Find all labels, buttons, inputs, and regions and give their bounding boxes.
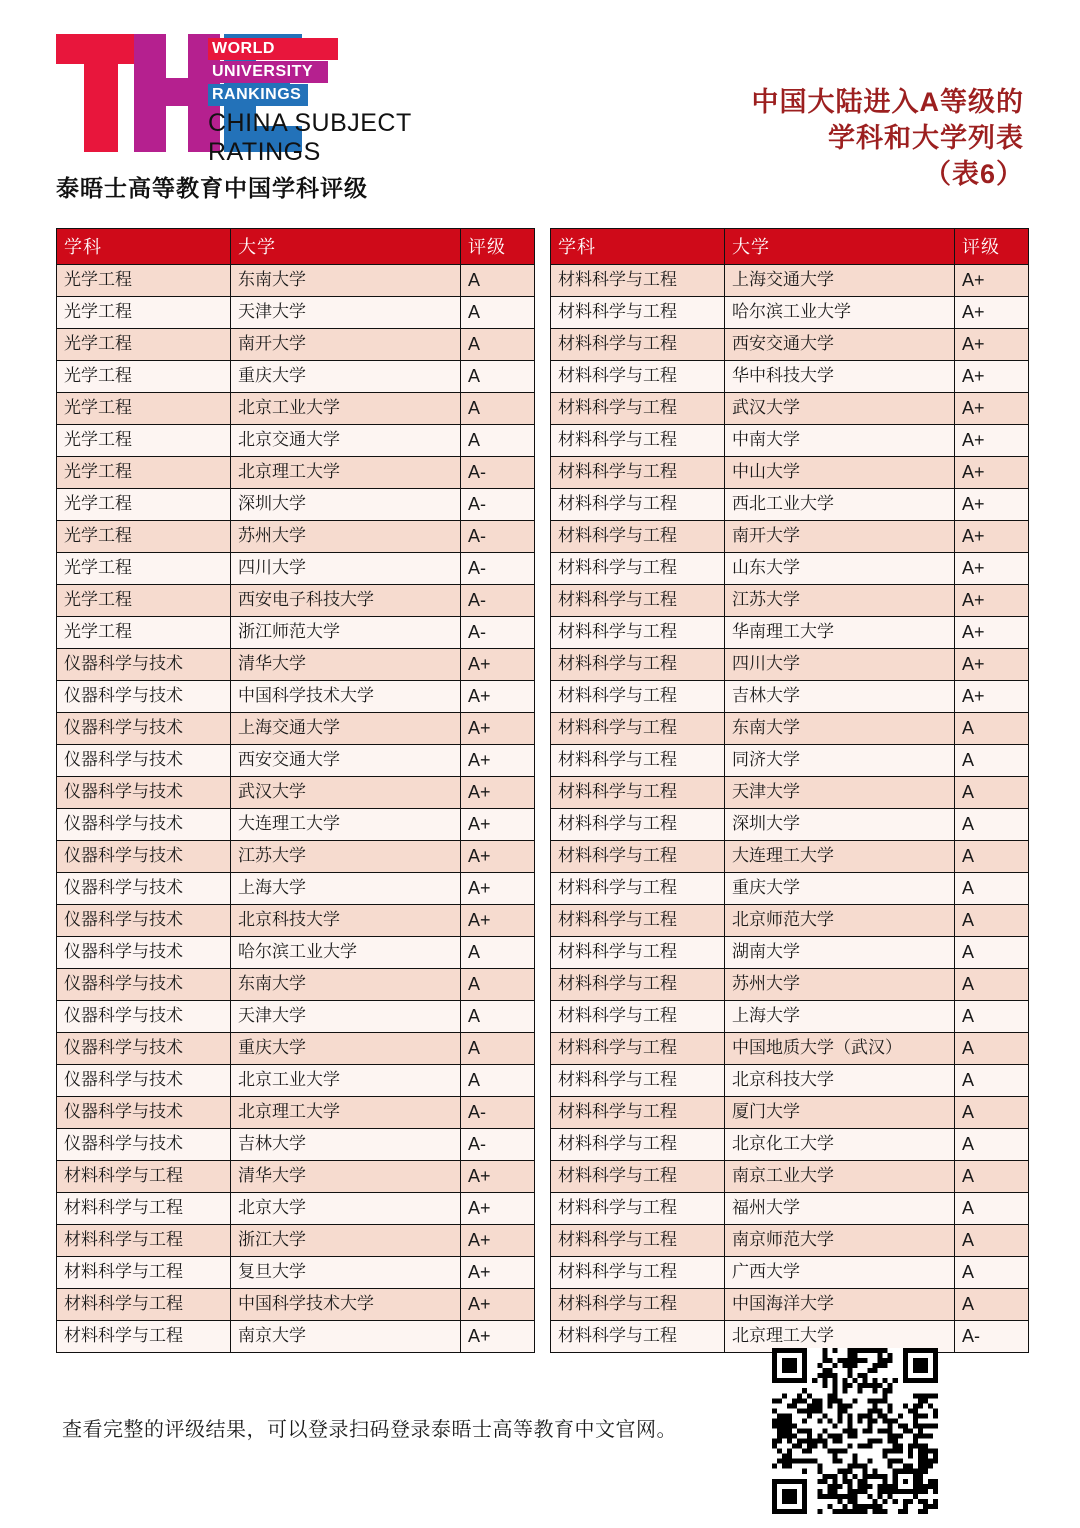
logo-rankings-label: RANKINGS <box>208 84 308 106</box>
page-title <box>752 84 1025 192</box>
cell-rating: A+ <box>955 457 1029 489</box>
cell-rating: A+ <box>461 745 535 777</box>
logo-world-label: WORLD <box>208 38 338 60</box>
column-header-subject: 学科 <box>57 229 231 265</box>
cell-rating: A+ <box>955 521 1029 553</box>
cell-subject: 材料科学与工程 <box>551 745 725 777</box>
column-header-subject: 学科 <box>551 229 725 265</box>
cell-rating: A+ <box>461 777 535 809</box>
cell-subject: 仪器科学与技术 <box>57 649 231 681</box>
page-title-line2: 学科和大学列表 <box>828 123 1024 153</box>
table-row <box>551 713 1029 745</box>
cell-university: 北京科技大学 <box>231 905 461 937</box>
cell-subject: 仪器科学与技术 <box>57 809 231 841</box>
cell-subject: 材料科学与工程 <box>551 457 725 489</box>
cell-rating: A <box>955 1065 1029 1097</box>
cell-rating: A <box>955 1033 1029 1065</box>
cell-university: 西北工业大学 <box>725 489 955 521</box>
cell-subject: 材料科学与工程 <box>551 425 725 457</box>
cell-rating: A <box>461 361 535 393</box>
cell-subject: 材料科学与工程 <box>551 841 725 873</box>
table-row <box>551 553 1029 585</box>
table-row <box>57 809 535 841</box>
cell-university: 浙江大学 <box>231 1225 461 1257</box>
page-header <box>0 0 1080 212</box>
cell-rating: A+ <box>955 489 1029 521</box>
cell-subject: 光学工程 <box>57 521 231 553</box>
logo-china-subject-label: CHINA SUBJECT <box>208 109 412 137</box>
cell-rating: A <box>955 745 1029 777</box>
table-row <box>57 1129 535 1161</box>
cell-subject: 材料科学与工程 <box>551 1001 725 1033</box>
cell-rating: A+ <box>955 585 1029 617</box>
cell-rating: A- <box>461 617 535 649</box>
table-row <box>57 297 535 329</box>
table-row <box>57 1065 535 1097</box>
cell-subject: 仪器科学与技术 <box>57 1065 231 1097</box>
cell-subject: 材料科学与工程 <box>551 393 725 425</box>
cell-rating: A <box>461 1065 535 1097</box>
cell-subject: 材料科学与工程 <box>551 617 725 649</box>
table-row <box>551 489 1029 521</box>
cell-rating: A <box>955 713 1029 745</box>
cell-rating: A+ <box>461 841 535 873</box>
table-header-row <box>57 229 535 265</box>
cell-subject: 材料科学与工程 <box>551 329 725 361</box>
cell-university: 北京理工大学 <box>725 1321 955 1353</box>
the-logo-mark <box>56 28 412 168</box>
table-row <box>57 457 535 489</box>
table-row <box>57 1225 535 1257</box>
cell-subject: 材料科学与工程 <box>551 809 725 841</box>
cell-university: 苏州大学 <box>725 969 955 1001</box>
cell-university: 上海大学 <box>725 1001 955 1033</box>
table-row <box>551 1289 1029 1321</box>
cell-university: 中国海洋大学 <box>725 1289 955 1321</box>
cell-rating: A <box>955 841 1029 873</box>
logo-ratings-label: RATINGS <box>208 138 321 166</box>
table-row <box>551 937 1029 969</box>
cell-rating: A+ <box>955 649 1029 681</box>
cell-university: 四川大学 <box>231 553 461 585</box>
cell-subject: 光学工程 <box>57 425 231 457</box>
cell-subject: 仪器科学与技术 <box>57 1129 231 1161</box>
table-row <box>57 681 535 713</box>
cell-subject: 材料科学与工程 <box>551 1289 725 1321</box>
cell-rating: A <box>461 969 535 1001</box>
column-header-university: 大学 <box>725 229 955 265</box>
cell-university: 上海交通大学 <box>725 265 955 297</box>
cell-university: 西安交通大学 <box>725 329 955 361</box>
cell-subject: 材料科学与工程 <box>551 873 725 905</box>
cell-subject: 仪器科学与技术 <box>57 905 231 937</box>
cell-subject: 材料科学与工程 <box>551 1065 725 1097</box>
cell-university: 北京化工大学 <box>725 1129 955 1161</box>
cell-university: 中国地质大学（武汉） <box>725 1033 955 1065</box>
cell-subject: 仪器科学与技术 <box>57 937 231 969</box>
table-row <box>57 1193 535 1225</box>
cell-subject: 仪器科学与技术 <box>57 969 231 1001</box>
cell-subject: 仪器科学与技术 <box>57 1033 231 1065</box>
table-row <box>57 937 535 969</box>
cell-subject: 光学工程 <box>57 489 231 521</box>
cell-university: 上海大学 <box>231 873 461 905</box>
table-row <box>57 1097 535 1129</box>
table-row <box>57 425 535 457</box>
cell-university: 浙江师范大学 <box>231 617 461 649</box>
cell-subject: 仪器科学与技术 <box>57 1097 231 1129</box>
table-row <box>551 745 1029 777</box>
cell-subject: 光学工程 <box>57 361 231 393</box>
cell-university: 清华大学 <box>231 649 461 681</box>
table-row <box>57 1257 535 1289</box>
table-row <box>57 841 535 873</box>
cell-rating: A+ <box>461 1225 535 1257</box>
cell-university: 中国科学技术大学 <box>231 681 461 713</box>
cell-rating: A <box>461 297 535 329</box>
cell-subject: 光学工程 <box>57 297 231 329</box>
table-row <box>551 1161 1029 1193</box>
table-row <box>57 617 535 649</box>
table-row <box>551 809 1029 841</box>
cell-university: 天津大学 <box>231 1001 461 1033</box>
table-row <box>551 649 1029 681</box>
cell-subject: 材料科学与工程 <box>551 553 725 585</box>
cell-subject: 材料科学与工程 <box>551 777 725 809</box>
table-row <box>57 713 535 745</box>
table-row <box>551 1257 1029 1289</box>
cell-university: 北京理工大学 <box>231 457 461 489</box>
cell-subject: 光学工程 <box>57 457 231 489</box>
cell-university: 天津大学 <box>725 777 955 809</box>
cell-rating: A <box>955 1001 1029 1033</box>
cell-subject: 材料科学与工程 <box>551 1033 725 1065</box>
cell-rating: A+ <box>461 1321 535 1353</box>
table-row <box>551 1033 1029 1065</box>
table-row <box>551 329 1029 361</box>
cell-university: 吉林大学 <box>231 1129 461 1161</box>
cell-subject: 材料科学与工程 <box>551 905 725 937</box>
cell-rating: A <box>955 905 1029 937</box>
cell-university: 南京大学 <box>231 1321 461 1353</box>
cell-university: 重庆大学 <box>231 361 461 393</box>
cell-rating: A+ <box>955 297 1029 329</box>
cell-rating: A+ <box>955 265 1029 297</box>
cell-rating: A <box>461 425 535 457</box>
table-row <box>551 1225 1029 1257</box>
table-row <box>57 873 535 905</box>
table-row <box>551 361 1029 393</box>
footer-note: 查看完整的评级结果，可以登录扫码登录泰晤士高等教育中文官网。 <box>62 1419 677 1441</box>
cell-university: 苏州大学 <box>231 521 461 553</box>
cell-rating: A+ <box>955 617 1029 649</box>
cell-university: 中山大学 <box>725 457 955 489</box>
cell-rating: A+ <box>461 809 535 841</box>
table-header-row <box>551 229 1029 265</box>
cell-subject: 材料科学与工程 <box>551 1129 725 1161</box>
table-row <box>551 585 1029 617</box>
column-header-rating: 评级 <box>955 229 1029 265</box>
cell-subject: 材料科学与工程 <box>57 1161 231 1193</box>
qr-code[interactable] <box>772 1348 938 1514</box>
table-row <box>551 425 1029 457</box>
cell-rating: A <box>955 1161 1029 1193</box>
cell-rating: A+ <box>955 361 1029 393</box>
ratings-table-left <box>56 228 534 1353</box>
cell-rating: A <box>461 265 535 297</box>
table-row <box>551 777 1029 809</box>
table-row <box>551 457 1029 489</box>
cell-rating: A- <box>955 1321 1029 1353</box>
table-row <box>551 1065 1029 1097</box>
cell-university: 武汉大学 <box>231 777 461 809</box>
table-row <box>57 1321 535 1353</box>
table-row <box>57 649 535 681</box>
table-row <box>57 1161 535 1193</box>
cell-university: 华南理工大学 <box>725 617 955 649</box>
cell-rating: A <box>955 1129 1029 1161</box>
cell-university: 北京理工大学 <box>231 1097 461 1129</box>
cell-university: 四川大学 <box>725 649 955 681</box>
cell-university: 重庆大学 <box>231 1033 461 1065</box>
cell-rating: A <box>955 1193 1029 1225</box>
cell-rating: A <box>461 937 535 969</box>
cell-university: 南开大学 <box>725 521 955 553</box>
table-row <box>57 329 535 361</box>
cell-rating: A+ <box>461 873 535 905</box>
cell-rating: A <box>955 1225 1029 1257</box>
cell-subject: 光学工程 <box>57 265 231 297</box>
page-title-line1: 中国大陆进入A等级的 <box>751 87 1024 117</box>
cell-subject: 材料科学与工程 <box>551 361 725 393</box>
cell-university: 东南大学 <box>231 969 461 1001</box>
table-row <box>57 553 535 585</box>
cell-rating: A+ <box>955 393 1029 425</box>
table-row <box>57 969 535 1001</box>
cell-university: 吉林大学 <box>725 681 955 713</box>
cell-subject: 仪器科学与技术 <box>57 745 231 777</box>
logo-university-label: UNIVERSITY <box>208 61 328 83</box>
cell-subject: 光学工程 <box>57 329 231 361</box>
table-row <box>551 521 1029 553</box>
cell-subject: 材料科学与工程 <box>551 1193 725 1225</box>
cell-university: 南京师范大学 <box>725 1225 955 1257</box>
the-logo <box>56 28 456 201</box>
cell-university: 武汉大学 <box>725 393 955 425</box>
logo-letter-t-icon <box>56 34 144 152</box>
table-row <box>551 265 1029 297</box>
cell-university: 江苏大学 <box>231 841 461 873</box>
cell-rating: A+ <box>461 1193 535 1225</box>
cell-rating: A <box>955 1097 1029 1129</box>
cell-subject: 材料科学与工程 <box>551 713 725 745</box>
cell-subject: 材料科学与工程 <box>551 1097 725 1129</box>
cell-subject: 光学工程 <box>57 617 231 649</box>
cell-university: 北京大学 <box>231 1193 461 1225</box>
cell-subject: 材料科学与工程 <box>551 585 725 617</box>
cell-subject: 光学工程 <box>57 585 231 617</box>
cell-rating: A+ <box>461 905 535 937</box>
cell-rating: A- <box>461 457 535 489</box>
cell-rating: A+ <box>955 329 1029 361</box>
cell-rating: A- <box>461 1129 535 1161</box>
cell-university: 北京工业大学 <box>231 1065 461 1097</box>
cell-subject: 仪器科学与技术 <box>57 713 231 745</box>
cell-university: 西安电子科技大学 <box>231 585 461 617</box>
cell-rating: A <box>955 969 1029 1001</box>
cell-rating: A <box>955 777 1029 809</box>
cell-university: 天津大学 <box>231 297 461 329</box>
cell-rating: A+ <box>461 649 535 681</box>
cell-rating: A <box>461 1033 535 1065</box>
table-row <box>551 393 1029 425</box>
table-row <box>57 521 535 553</box>
cell-rating: A+ <box>955 425 1029 457</box>
cell-subject: 材料科学与工程 <box>551 969 725 1001</box>
cell-rating: A+ <box>461 681 535 713</box>
cell-rating: A+ <box>461 1289 535 1321</box>
table-row <box>57 1001 535 1033</box>
cell-subject: 材料科学与工程 <box>57 1193 231 1225</box>
table-row <box>57 585 535 617</box>
table-row <box>57 1289 535 1321</box>
table-row <box>551 841 1029 873</box>
cell-rating: A <box>955 809 1029 841</box>
cell-university: 华中科技大学 <box>725 361 955 393</box>
cell-university: 深圳大学 <box>725 809 955 841</box>
qr-code-image <box>772 1348 938 1514</box>
table-row <box>551 617 1029 649</box>
cell-subject: 材料科学与工程 <box>551 265 725 297</box>
cell-rating: A+ <box>461 1257 535 1289</box>
cell-university: 清华大学 <box>231 1161 461 1193</box>
cell-subject: 材料科学与工程 <box>57 1225 231 1257</box>
cell-university: 西安交通大学 <box>231 745 461 777</box>
cell-university: 哈尔滨工业大学 <box>725 297 955 329</box>
logo-chinese-name: 泰晤士高等教育中国学科评级 <box>56 175 368 201</box>
cell-university: 南京工业大学 <box>725 1161 955 1193</box>
cell-subject: 材料科学与工程 <box>551 1161 725 1193</box>
cell-subject: 材料科学与工程 <box>551 521 725 553</box>
cell-rating: A- <box>461 521 535 553</box>
cell-rating: A <box>955 873 1029 905</box>
cell-subject: 仪器科学与技术 <box>57 841 231 873</box>
cell-rating: A- <box>461 553 535 585</box>
cell-rating: A+ <box>955 553 1029 585</box>
table-row <box>57 777 535 809</box>
cell-university: 大连理工大学 <box>231 809 461 841</box>
cell-rating: A <box>955 1257 1029 1289</box>
table-row <box>551 1097 1029 1129</box>
table-row <box>551 969 1029 1001</box>
cell-subject: 材料科学与工程 <box>551 681 725 713</box>
cell-subject: 仪器科学与技术 <box>57 873 231 905</box>
cell-rating: A- <box>461 489 535 521</box>
cell-university: 北京科技大学 <box>725 1065 955 1097</box>
cell-university: 山东大学 <box>725 553 955 585</box>
cell-university: 深圳大学 <box>231 489 461 521</box>
cell-rating: A <box>955 937 1029 969</box>
cell-subject: 材料科学与工程 <box>551 297 725 329</box>
cell-university: 东南大学 <box>725 713 955 745</box>
table-row <box>57 905 535 937</box>
cell-university: 北京交通大学 <box>231 425 461 457</box>
cell-subject: 光学工程 <box>57 393 231 425</box>
cell-subject: 材料科学与工程 <box>551 1257 725 1289</box>
cell-university: 上海交通大学 <box>231 713 461 745</box>
cell-subject: 材料科学与工程 <box>57 1321 231 1353</box>
cell-rating: A+ <box>955 681 1029 713</box>
column-header-university: 大学 <box>231 229 461 265</box>
cell-subject: 材料科学与工程 <box>57 1289 231 1321</box>
table-row <box>57 361 535 393</box>
cell-subject: 光学工程 <box>57 553 231 585</box>
table-row <box>57 265 535 297</box>
cell-subject: 材料科学与工程 <box>551 937 725 969</box>
cell-subject: 材料科学与工程 <box>551 1321 725 1353</box>
table-row <box>57 1033 535 1065</box>
cell-university: 中国科学技术大学 <box>231 1289 461 1321</box>
cell-university: 重庆大学 <box>725 873 955 905</box>
table-row <box>57 745 535 777</box>
table-row <box>551 681 1029 713</box>
column-header-rating: 评级 <box>461 229 535 265</box>
cell-university: 南开大学 <box>231 329 461 361</box>
table-row <box>551 873 1029 905</box>
cell-university: 同济大学 <box>725 745 955 777</box>
cell-university: 江苏大学 <box>725 585 955 617</box>
cell-university: 东南大学 <box>231 265 461 297</box>
cell-university: 湖南大学 <box>725 937 955 969</box>
cell-rating: A <box>955 1289 1029 1321</box>
table-row <box>57 489 535 521</box>
cell-rating: A- <box>461 1097 535 1129</box>
cell-rating: A <box>461 1001 535 1033</box>
cell-subject: 材料科学与工程 <box>551 1225 725 1257</box>
cell-university: 北京工业大学 <box>231 393 461 425</box>
cell-subject: 材料科学与工程 <box>551 489 725 521</box>
cell-university: 北京师范大学 <box>725 905 955 937</box>
cell-subject: 仪器科学与技术 <box>57 681 231 713</box>
cell-subject: 材料科学与工程 <box>551 649 725 681</box>
cell-university: 厦门大学 <box>725 1097 955 1129</box>
table-row <box>551 1001 1029 1033</box>
table-row <box>551 1193 1029 1225</box>
cell-rating: A <box>461 329 535 361</box>
cell-university: 福州大学 <box>725 1193 955 1225</box>
cell-university: 广西大学 <box>725 1257 955 1289</box>
cell-subject: 材料科学与工程 <box>57 1257 231 1289</box>
table-row <box>551 1129 1029 1161</box>
table-row <box>551 905 1029 937</box>
cell-university: 哈尔滨工业大学 <box>231 937 461 969</box>
ratings-table-right <box>550 228 1028 1353</box>
cell-university: 中南大学 <box>725 425 955 457</box>
cell-rating: A+ <box>461 713 535 745</box>
table-row <box>57 393 535 425</box>
cell-rating: A+ <box>461 1161 535 1193</box>
cell-rating: A- <box>461 585 535 617</box>
cell-rating: A <box>461 393 535 425</box>
cell-subject: 仪器科学与技术 <box>57 777 231 809</box>
page-title-line3: （表6） <box>923 159 1024 189</box>
cell-subject: 仪器科学与技术 <box>57 1001 231 1033</box>
table-row <box>551 297 1029 329</box>
cell-university: 复旦大学 <box>231 1257 461 1289</box>
cell-university: 大连理工大学 <box>725 841 955 873</box>
